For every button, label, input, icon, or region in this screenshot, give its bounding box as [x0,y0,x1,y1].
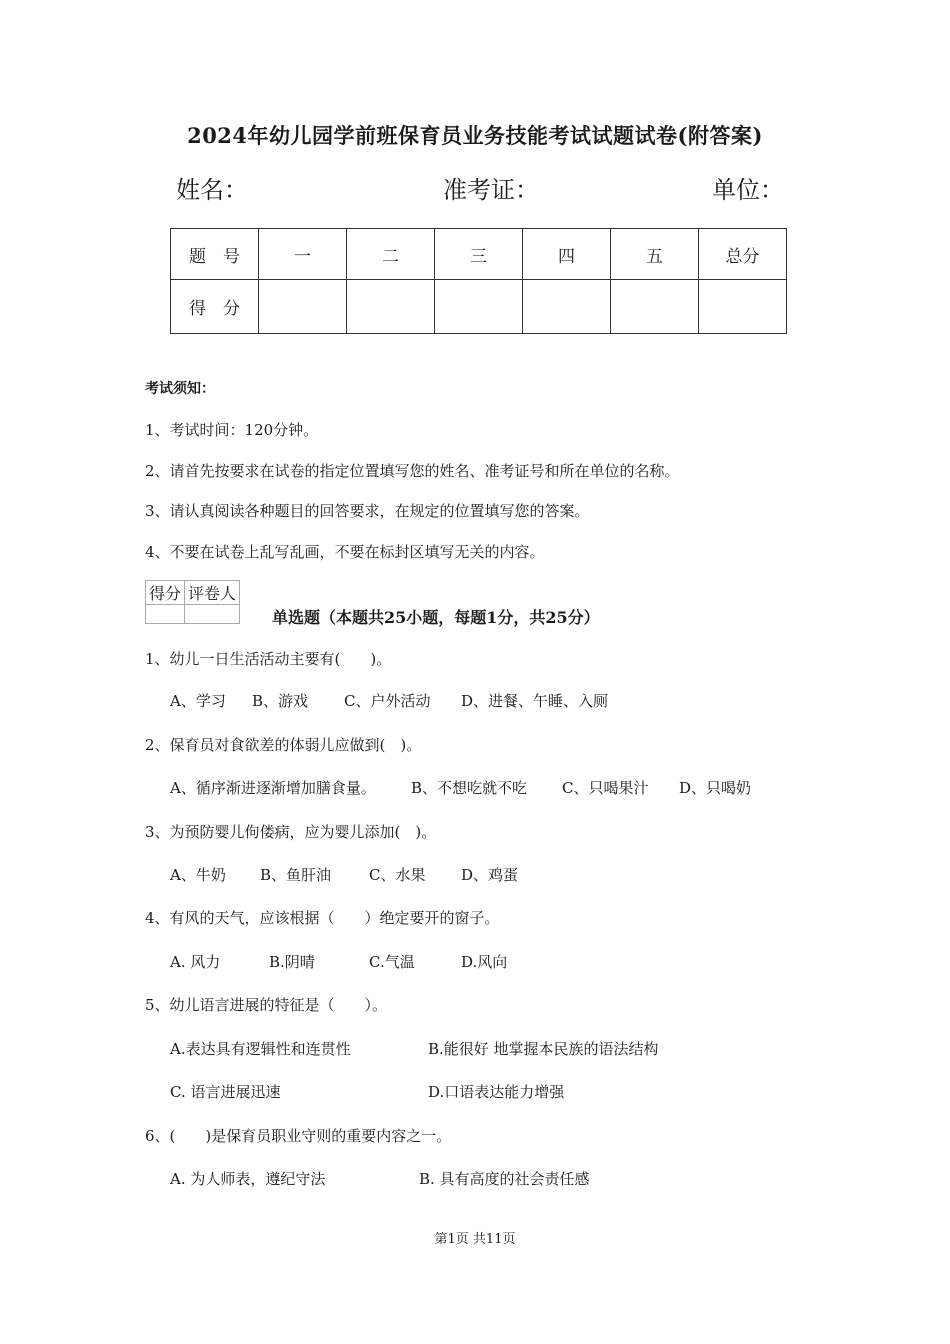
grader-score-cell[interactable] [146,605,185,624]
score-header-cell: 四 [523,229,611,280]
score-header-cell: 三 [435,229,523,280]
score-input-cell[interactable] [699,280,787,334]
score-header-cell: 题 号 [171,229,259,280]
option-c[interactable]: C、户外活动 [344,692,431,710]
option-a[interactable]: A、学习 [170,692,226,710]
question-1: 1、幼儿一日生活活动主要有( )。 [145,650,392,668]
score-table-header-row [171,229,787,280]
notice-item: 4、不要在试卷上乱写乱画，不要在标封区填写无关的内容。 [145,543,545,561]
score-input-cell[interactable] [611,280,699,334]
score-input-cell[interactable] [523,280,611,334]
score-header-cell: 二 [347,229,435,280]
score-header-cell: 总分 [699,229,787,280]
unit-field-label: 单位： [712,176,784,204]
option-d[interactable]: D.口语表达能力增强 [428,1083,565,1101]
score-header-cell: 五 [611,229,699,280]
option-c[interactable]: C.气温 [369,953,415,971]
option-a[interactable]: A. 为人师表，遵纪守法 [170,1170,326,1188]
question-2: 2、保育员对食欲差的体弱儿应做到( )。 [145,736,422,754]
score-input-cell[interactable] [347,280,435,334]
name-field-label: 姓名： [176,176,248,204]
option-b[interactable]: B.能很好 地掌握本民族的语法结构 [428,1040,659,1058]
notice-item: 2、请首先按要求在试卷的指定位置填写您的姓名、准考证号和所在单位的名称。 [145,462,680,480]
option-c[interactable]: C、只喝果汁 [562,779,649,797]
option-a[interactable]: A、循序渐进逐渐增加膳食量。 [170,779,376,797]
notice-item: 1、考试时间：120分钟。 [145,421,319,439]
option-b[interactable]: B、不想吃就不吃 [411,779,528,797]
score-row-label: 得 分 [171,280,259,334]
notice-heading: 考试须知： [145,381,215,397]
option-a[interactable]: A、牛奶 [170,866,226,884]
option-b[interactable]: B. 具有高度的社会责任感 [419,1170,590,1188]
option-d[interactable]: D、只喝奶 [679,779,752,797]
grader-name-label: 评卷人 [185,581,240,605]
option-d[interactable]: D、鸡蛋 [461,866,519,884]
question-4: 4、有风的天气，应该根据（ ）绝定要开的窗子。 [145,909,500,927]
question-5: 5、幼儿语言进展的特征是（ ）。 [145,996,388,1014]
question-6: 6、( )是保育员职业守则的重要内容之一。 [145,1127,452,1145]
option-b[interactable]: B、鱼肝油 [260,866,332,884]
score-header-cell: 一 [259,229,347,280]
option-c[interactable]: C、水果 [369,866,426,884]
notice-item: 3、请认真阅读各种题目的回答要求，在规定的位置填写您的答案。 [145,502,590,520]
grader-box [145,580,240,624]
score-table-score-row [171,280,787,334]
option-d[interactable]: D、进餐、午睡、入厕 [461,692,609,710]
option-b[interactable]: B.阴晴 [269,953,315,971]
option-c[interactable]: C. 语言进展迅速 [170,1083,281,1101]
option-d[interactable]: D.风向 [461,953,508,971]
section-title: 单选题（本题共25小题，每题1分，共25分） [272,608,600,627]
grader-score-label: 得分 [146,581,185,605]
exam-id-field-label: 准考证： [443,176,539,204]
score-input-cell[interactable] [259,280,347,334]
option-a[interactable]: A. 风力 [170,953,221,971]
option-b[interactable]: B、游戏 [252,692,309,710]
page-footer: 第1页 共11页 [434,1232,516,1247]
score-input-cell[interactable] [435,280,523,334]
document-title: 2024年幼儿园学前班保育员业务技能考试试题试卷(附答案) [187,123,763,148]
option-a[interactable]: A.表达具有逻辑性和连贯性 [170,1040,351,1058]
score-table [170,228,787,334]
grader-name-cell[interactable] [185,605,240,624]
question-3: 3、为预防婴儿佝偻病，应为婴儿添加( )。 [145,823,437,841]
